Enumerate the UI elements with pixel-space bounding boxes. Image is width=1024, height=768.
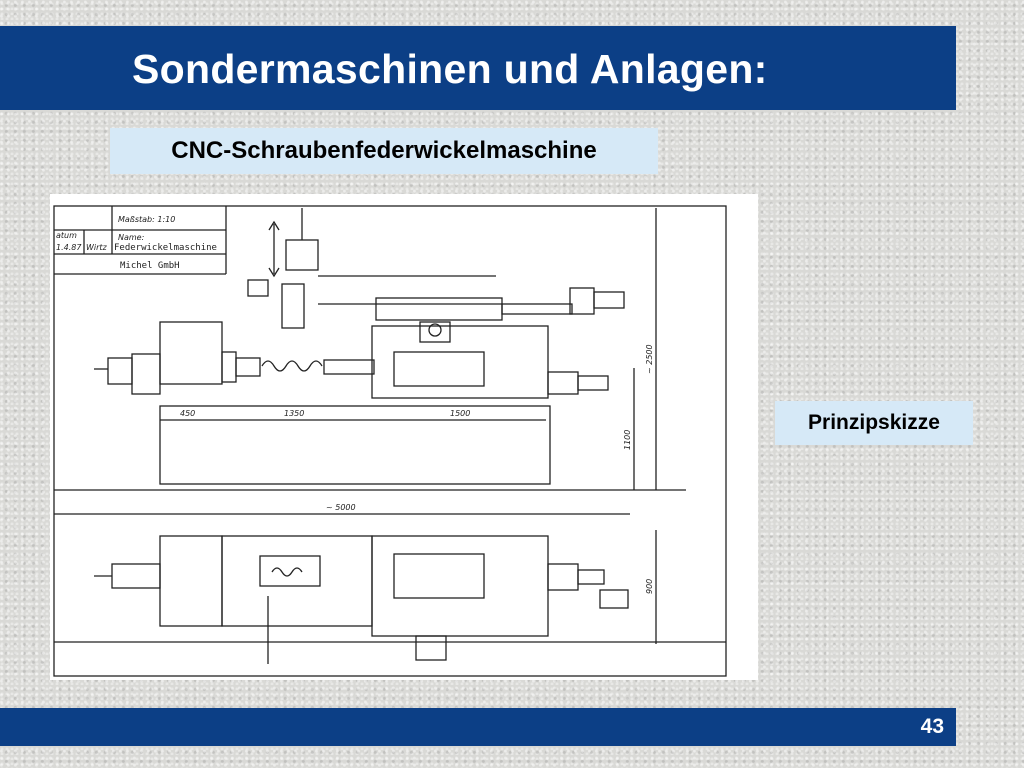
prinzipskizze-label bbox=[775, 401, 973, 445]
dim-900: 900 bbox=[645, 578, 654, 594]
dim-1500: 1500 bbox=[450, 409, 471, 418]
subtitle-box bbox=[110, 128, 658, 174]
page-number: 43 bbox=[920, 715, 944, 738]
company-name: Michel GmbH bbox=[120, 261, 180, 271]
date-label: atum bbox=[56, 231, 77, 240]
top-view bbox=[54, 536, 726, 664]
subtitle-text: CNC-Schraubenfederwickelmaschine bbox=[171, 137, 597, 164]
dim-5000: ~ 5000 bbox=[326, 503, 356, 512]
signature: Wirtz bbox=[86, 243, 107, 252]
prinzipskizze-text: Prinzipskizze bbox=[808, 411, 940, 434]
machine-name: Federwickelmaschine bbox=[114, 243, 217, 253]
scale-text: Maßstab: 1:10 bbox=[118, 215, 176, 224]
drawing-svg bbox=[50, 194, 758, 680]
slide-title: Sondermaschinen und Anlagen: bbox=[132, 46, 768, 92]
footer-bar bbox=[0, 708, 956, 746]
date-value: 1.4.87 bbox=[56, 243, 82, 252]
technical-drawing bbox=[50, 194, 758, 680]
title-block bbox=[54, 206, 226, 274]
dim-2500: ~ 2500 bbox=[645, 344, 654, 374]
dim-450: 450 bbox=[180, 409, 196, 418]
dim-1350: 1350 bbox=[284, 409, 305, 418]
title-bar bbox=[0, 26, 956, 110]
name-label: Name: bbox=[118, 233, 145, 242]
dim-1100: 1100 bbox=[623, 429, 632, 450]
